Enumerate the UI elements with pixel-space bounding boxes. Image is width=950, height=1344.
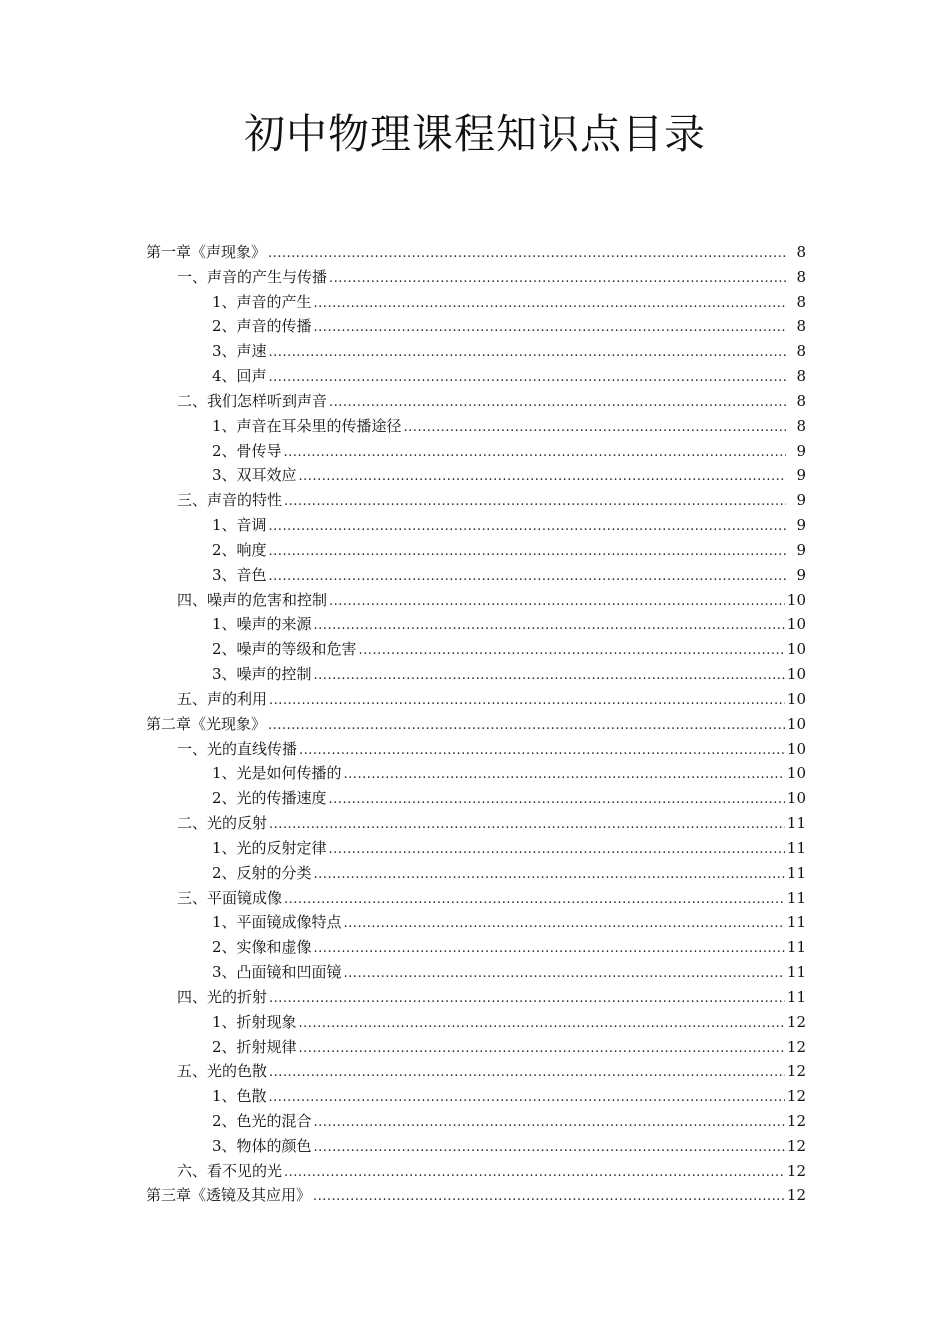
toc-page-number: 12 <box>786 1111 806 1130</box>
toc-entry-label: 第三章《透镜及其应用》 <box>146 1186 312 1205</box>
toc-subsection-entry[interactable] <box>146 1035 806 1060</box>
toc-page-number: 8 <box>796 267 806 286</box>
toc-page-number: 10 <box>786 590 806 609</box>
toc-page-number: 9 <box>796 441 806 460</box>
toc-page-number: 12 <box>786 1136 806 1155</box>
toc-dot-leader <box>314 1111 785 1136</box>
toc-dot-leader <box>344 962 785 987</box>
toc-entry-label: 三、平面镜成像 <box>177 888 283 907</box>
toc-dot-leader <box>284 1161 785 1186</box>
toc-subsection-entry[interactable] <box>146 861 806 886</box>
toc-subsection-entry[interactable] <box>146 1109 806 1134</box>
toc-entry-label: 1、光是如何传播的 <box>212 764 342 783</box>
toc-page-number: 12 <box>786 1161 806 1180</box>
toc-dot-leader <box>268 714 785 739</box>
toc-chapter-entry[interactable] <box>146 1183 806 1208</box>
toc-subsection-entry[interactable] <box>146 538 806 563</box>
toc-dot-leader <box>269 366 786 391</box>
toc-dot-leader <box>314 937 785 962</box>
toc-dot-leader <box>269 813 785 838</box>
toc-subsection-entry[interactable] <box>146 339 806 364</box>
toc-dot-leader <box>269 689 785 714</box>
toc-entry-label: 五、光的色散 <box>177 1062 268 1081</box>
toc-dot-leader <box>269 987 785 1012</box>
toc-page-number: 11 <box>786 913 806 932</box>
toc-section-entry[interactable] <box>146 737 806 762</box>
toc-dot-leader <box>269 1086 785 1111</box>
toc-subsection-entry[interactable] <box>146 1010 806 1035</box>
toc-page-number: 8 <box>796 317 806 336</box>
toc-page-number: 8 <box>796 243 806 261</box>
toc-dot-leader <box>299 1012 785 1037</box>
toc-entry-label: 3、噪声的控制 <box>212 665 312 684</box>
toc-page-number: 11 <box>786 838 806 857</box>
toc-chapter-entry[interactable] <box>146 712 806 737</box>
toc-dot-leader <box>329 590 785 615</box>
toc-entry-label: 3、物体的颜色 <box>212 1136 312 1155</box>
toc-subsection-entry[interactable] <box>146 1134 806 1159</box>
toc-subsection-entry[interactable] <box>146 463 806 488</box>
toc-dot-leader <box>284 490 786 515</box>
toc-entry-label: 2、色光的混合 <box>212 1111 312 1130</box>
toc-dot-leader <box>269 1061 785 1086</box>
toc-page-number: 10 <box>786 615 806 634</box>
toc-subsection-entry[interactable] <box>146 910 806 935</box>
toc-section-entry[interactable] <box>146 985 806 1010</box>
toc-section-entry[interactable] <box>146 265 806 290</box>
toc-entry-label: 1、噪声的来源 <box>212 615 312 634</box>
toc-dot-leader <box>359 639 785 664</box>
toc-page-number: 9 <box>796 466 806 485</box>
toc-subsection-entry[interactable] <box>146 960 806 985</box>
toc-dot-leader <box>404 416 786 441</box>
toc-dot-leader <box>313 1185 785 1210</box>
toc-page-number: 12 <box>786 1087 806 1106</box>
toc-subsection-entry[interactable] <box>146 439 806 464</box>
toc-entry-label: 1、声音的产生 <box>212 292 312 311</box>
toc-dot-leader <box>329 838 785 863</box>
toc-page-number: 11 <box>786 863 806 882</box>
toc-page-number: 8 <box>796 391 806 410</box>
toc-entry-label: 第二章《光现象》 <box>146 714 267 733</box>
toc-subsection-entry[interactable] <box>146 786 806 811</box>
toc-page-number: 10 <box>786 739 806 758</box>
toc-entry-label: 四、光的折射 <box>177 987 268 1006</box>
toc-dot-leader <box>314 316 786 341</box>
toc-dot-leader <box>299 739 785 764</box>
toc-entry-label: 2、声音的传播 <box>212 317 312 336</box>
toc-page-number: 9 <box>796 540 806 559</box>
toc-page-number: 11 <box>786 987 806 1006</box>
toc-page-number: 11 <box>786 938 806 957</box>
toc-section-entry[interactable] <box>146 1159 806 1184</box>
toc-page-number: 12 <box>786 1186 806 1205</box>
toc-entry-label: 3、凸面镜和凹面镜 <box>212 963 342 982</box>
toc-entry-label: 一、光的直线传播 <box>177 739 298 758</box>
toc-page-number: 8 <box>796 342 806 361</box>
toc-dot-leader <box>329 788 785 813</box>
toc-page-number: 9 <box>796 565 806 584</box>
toc-section-entry[interactable] <box>146 687 806 712</box>
toc-dot-leader <box>314 614 785 639</box>
toc-page-number: 8 <box>796 367 806 386</box>
toc-section-entry[interactable] <box>146 1059 806 1084</box>
toc-subsection-entry[interactable] <box>146 1084 806 1109</box>
toc-entry-label: 3、双耳效应 <box>212 466 297 485</box>
toc-subsection-entry[interactable] <box>146 612 806 637</box>
toc-subsection-entry[interactable] <box>146 563 806 588</box>
toc-entry-label: 1、声音在耳朵里的传播途径 <box>212 416 402 435</box>
toc-dot-leader <box>269 540 786 565</box>
toc-entry-label: 五、声的利用 <box>177 689 268 708</box>
toc-section-entry[interactable] <box>146 488 806 513</box>
toc-dot-leader <box>268 242 786 267</box>
toc-subsection-entry[interactable] <box>146 290 806 315</box>
toc-subsection-entry[interactable] <box>146 836 806 861</box>
toc-entry-label: 三、声音的特性 <box>177 491 283 510</box>
toc-entry-label: 2、反射的分类 <box>212 863 312 882</box>
toc-entry-label: 1、音调 <box>212 516 267 535</box>
toc-dot-leader <box>314 292 786 317</box>
toc-dot-leader <box>314 1136 785 1161</box>
toc-entry-label: 四、噪声的危害和控制 <box>177 590 328 609</box>
toc-subsection-entry[interactable] <box>146 662 806 687</box>
toc-entry-label: 1、光的反射定律 <box>212 838 327 857</box>
toc-page-number: 10 <box>786 714 806 733</box>
toc-subsection-entry[interactable] <box>146 364 806 389</box>
toc-section-entry[interactable] <box>146 588 806 613</box>
toc-entry-label: 第一章《声现象》 <box>146 243 267 261</box>
toc-page-number: 11 <box>786 888 806 907</box>
toc-page-number: 11 <box>786 814 806 833</box>
toc-subsection-entry[interactable] <box>146 314 806 339</box>
toc-page-number: 12 <box>786 1037 806 1056</box>
toc-entry-label: 2、噪声的等级和危害 <box>212 640 357 659</box>
toc-entry-label: 2、响度 <box>212 540 267 559</box>
toc-entry-label: 3、音色 <box>212 565 267 584</box>
document-title: 初中物理课程知识点目录 <box>244 110 706 158</box>
toc-dot-leader <box>329 267 786 292</box>
toc-page-number: 9 <box>796 491 806 510</box>
toc-entry-label: 1、色散 <box>212 1087 267 1106</box>
toc-subsection-entry[interactable] <box>146 935 806 960</box>
toc-dot-leader <box>299 465 786 490</box>
toc-page-number: 10 <box>786 640 806 659</box>
toc-subsection-entry[interactable] <box>146 761 806 786</box>
toc-page-number: 10 <box>786 665 806 684</box>
toc-entry-label: 二、光的反射 <box>177 814 268 833</box>
toc-dot-leader <box>284 441 786 466</box>
toc-entry-label: 一、声音的产生与传播 <box>177 267 328 286</box>
toc-dot-leader <box>269 515 786 540</box>
toc-section-entry[interactable] <box>146 811 806 836</box>
toc-page-number: 10 <box>786 689 806 708</box>
toc-section-entry[interactable] <box>146 389 806 414</box>
toc-entry-label: 1、平面镜成像特点 <box>212 913 342 932</box>
toc-entry-label: 3、声速 <box>212 342 267 361</box>
toc-page-number: 8 <box>796 416 806 435</box>
toc-entry-label: 2、骨传导 <box>212 441 282 460</box>
toc-dot-leader <box>284 888 785 913</box>
toc-dot-leader <box>299 1037 785 1062</box>
toc-entry-label: 4、回声 <box>212 367 267 386</box>
toc-subsection-entry[interactable] <box>146 637 806 662</box>
toc-page-number: 8 <box>796 292 806 311</box>
toc-dot-leader <box>329 391 786 416</box>
toc-entry-label: 2、光的传播速度 <box>212 789 327 808</box>
toc-dot-leader <box>269 565 786 590</box>
toc-dot-leader <box>314 664 785 689</box>
toc-page-number: 11 <box>786 963 806 982</box>
toc-chapter-entry[interactable] <box>146 240 806 265</box>
toc-subsection-entry[interactable] <box>146 513 806 538</box>
toc-entry-label: 二、我们怎样听到声音 <box>177 391 328 410</box>
toc-entry-label: 2、实像和虚像 <box>212 938 312 957</box>
toc-page-number: 12 <box>786 1062 806 1081</box>
toc-dot-leader <box>314 863 785 888</box>
toc-dot-leader <box>344 763 785 788</box>
toc-dot-leader <box>344 912 785 937</box>
toc-entry-label: 六、看不见的光 <box>177 1161 283 1180</box>
toc-section-entry[interactable] <box>146 886 806 911</box>
toc-page-number: 10 <box>786 764 806 783</box>
table-of-contents <box>146 240 806 1208</box>
toc-page-number: 9 <box>796 516 806 535</box>
toc-page-number: 10 <box>786 789 806 808</box>
toc-dot-leader <box>269 341 786 366</box>
toc-entry-label: 2、折射规律 <box>212 1037 297 1056</box>
toc-entry-label: 1、折射现象 <box>212 1012 297 1031</box>
toc-page-number: 12 <box>786 1012 806 1031</box>
toc-subsection-entry[interactable] <box>146 414 806 439</box>
